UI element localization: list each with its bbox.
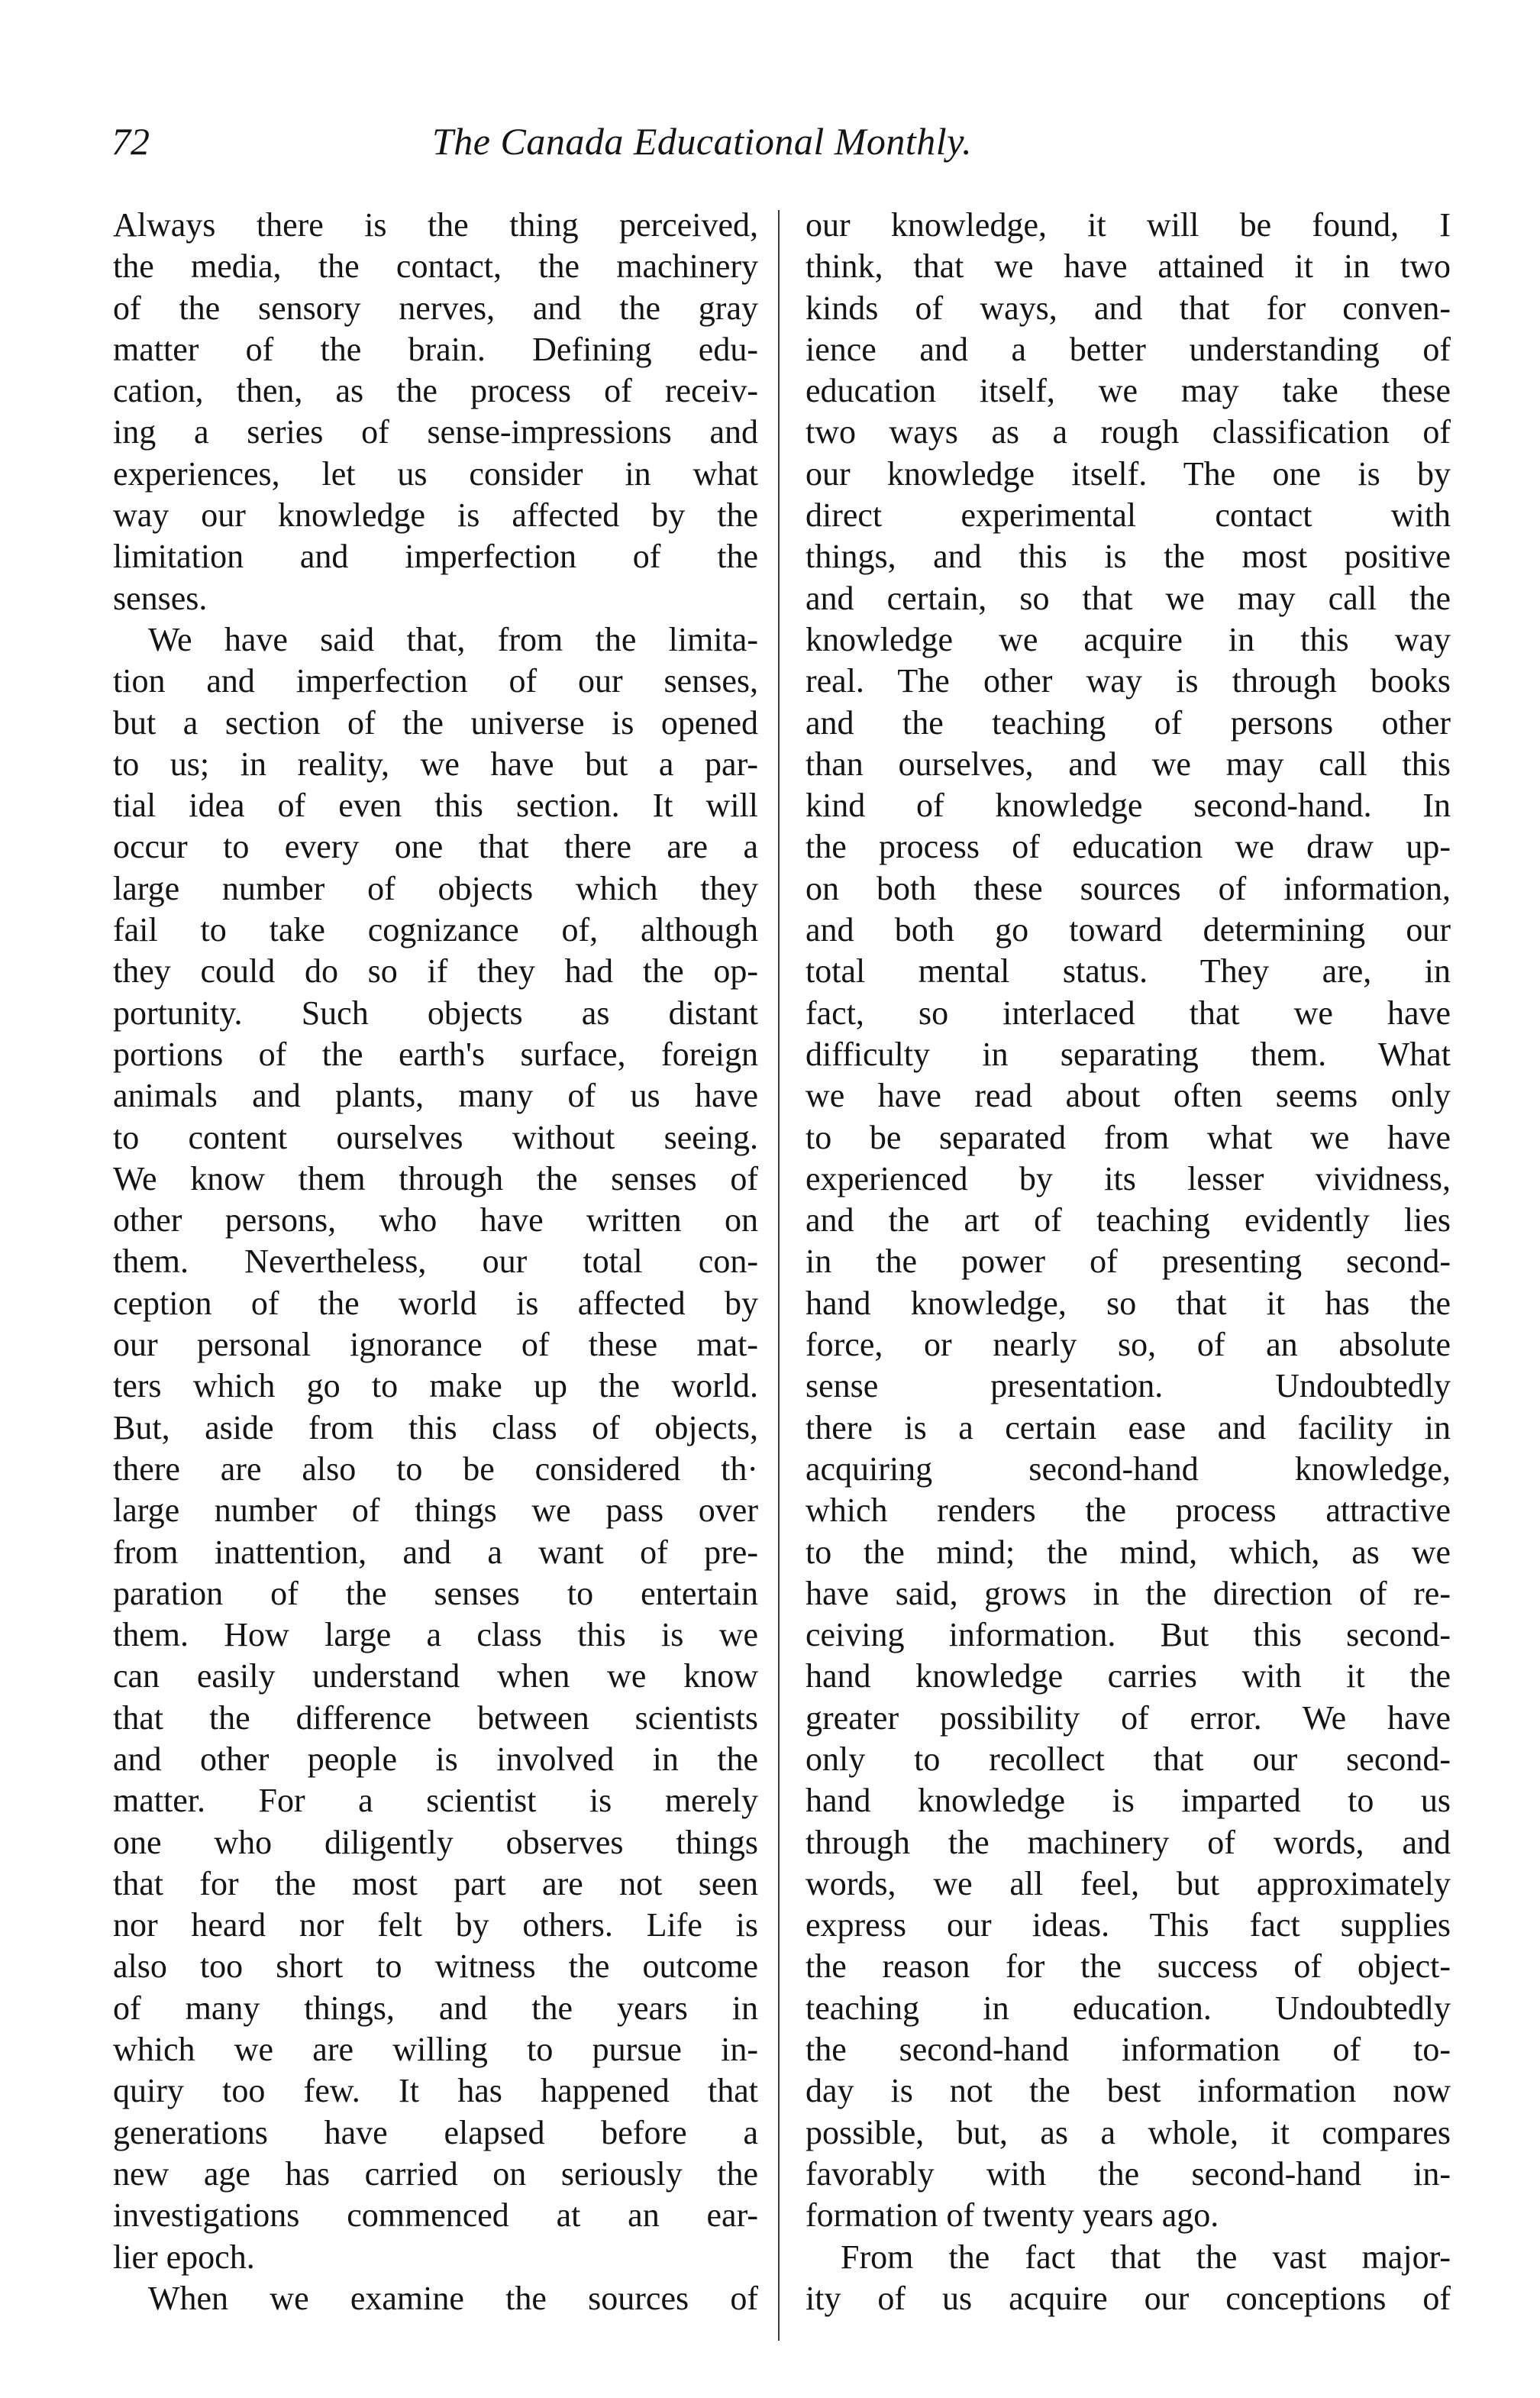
text-line: the second-hand information of to- <box>806 2031 1451 2069</box>
text-line: other persons, who have written on <box>113 1201 758 1239</box>
text-line: than ourselves, and we may call this <box>806 745 1451 783</box>
text-line: there is a certain ease and facility in <box>806 1408 1451 1446</box>
text-line: formation of twenty years ago. <box>806 2196 1219 2235</box>
text-line: fact, so interlaced that we have <box>806 994 1451 1032</box>
text-line: think, that we have attained it in two <box>806 247 1451 286</box>
text-line: nor heard nor felt by others. Life is <box>113 1906 758 1944</box>
text-line: the process of education we draw up- <box>806 828 1451 866</box>
text-line: paration of the senses to entertain <box>113 1574 758 1612</box>
text-line: knowledge we acquire in this way <box>806 620 1451 658</box>
text-line: express our ideas. This fact supplies <box>806 1906 1451 1944</box>
text-line: two ways as a rough classification of <box>806 413 1451 451</box>
text-line: generations have elapsed before a <box>113 2113 758 2151</box>
text-line: When we examine the sources of <box>148 2279 758 2317</box>
text-line: we have read about often seems only <box>806 1077 1451 1115</box>
text-line: We know them through the senses of <box>113 1159 758 1197</box>
text-line: experienced by its lesser vividness, <box>806 1159 1451 1197</box>
text-line: teaching in education. Undoubtedly <box>806 1989 1451 2027</box>
text-line: day is not the best information now <box>806 2072 1451 2110</box>
text-line: portunity. Such objects as distant <box>113 994 758 1032</box>
text-line: of many things, and the years in <box>113 1989 758 2027</box>
text-line: real. The other way is through books <box>806 662 1451 700</box>
text-line: experiences, let us consider in what <box>113 454 758 493</box>
text-line: kinds of ways, and that for conven- <box>806 289 1451 327</box>
text-line: total mental status. They are, in <box>806 952 1451 991</box>
text-line: portions of the earth's surface, foreign <box>113 1035 758 1073</box>
text-line: new age has carried on seriously the <box>113 2154 758 2193</box>
text-line: ity of us acquire our conceptions of <box>806 2279 1451 2317</box>
text-line: one who diligently observes things <box>113 1823 758 1861</box>
text-line: large number of objects which they <box>113 869 758 907</box>
text-line: ing a series of sense-impressions and <box>113 413 758 451</box>
left-column <box>113 205 758 2319</box>
text-line: tial idea of even this section. It will <box>113 787 758 825</box>
text-line: ters which go to make up the world. <box>113 1367 758 1405</box>
text-line: ience and a better understanding of <box>806 330 1451 368</box>
text-line: our knowledge itself. The one is by <box>806 454 1451 493</box>
page-header <box>0 115 1540 168</box>
text-line: animals and plants, many of us have <box>113 1077 758 1115</box>
text-line: there are also to be considered th· <box>113 1449 758 1488</box>
text-line: senses. <box>113 579 208 617</box>
text-line: education itself, we may take these <box>806 372 1451 410</box>
text-line: acquiring second-hand knowledge, <box>806 1449 1451 1488</box>
text-line: direct experimental contact with <box>806 496 1451 535</box>
text-line: lier epoch. <box>113 2238 255 2276</box>
text-line: in the power of presenting second- <box>806 1243 1451 1281</box>
text-line: our personal ignorance of these mat- <box>113 1326 758 1364</box>
text-line: on both these sources of information, <box>806 869 1451 907</box>
text-line: Always there is the thing perceived, <box>113 206 758 244</box>
text-line: investigations commenced at an ear- <box>113 2196 758 2235</box>
text-line: But, aside from this class of objects, <box>113 1408 758 1446</box>
text-line: tion and imperfection of our senses, <box>113 662 758 700</box>
text-line: greater possibility of error. We have <box>806 1698 1451 1737</box>
text-line: hand knowledge, so that it has the <box>806 1284 1451 1322</box>
text-line: from inattention, and a want of pre- <box>113 1533 758 1571</box>
text-line: through the machinery of words, and <box>806 1823 1451 1861</box>
text-line: occur to every one that there are a <box>113 828 758 866</box>
text-line: fail to take cognizance of, although <box>113 911 758 949</box>
text-line: them. How large a class this is we <box>113 1616 758 1654</box>
text-line: large number of things we pass over <box>113 1491 758 1530</box>
text-line: which we are willing to pursue in- <box>113 2031 758 2069</box>
text-line: hand knowledge carries with it the <box>806 1657 1451 1695</box>
text-line: to us; in reality, we have but a par- <box>113 745 758 783</box>
text-line: way our knowledge is affected by the <box>113 496 758 535</box>
text-line: ceiving information. But this second- <box>806 1616 1451 1654</box>
text-line: also too short to witness the outcome <box>113 1947 758 1986</box>
text-line: to the mind; the mind, which, as we <box>806 1533 1451 1571</box>
text-line: and the teaching of persons other <box>806 703 1451 742</box>
text-line: and other people is involved in the <box>113 1740 758 1778</box>
page-number: 72 <box>111 120 150 163</box>
text-line: words, we all feel, but approximately <box>806 1864 1451 1902</box>
text-line: have said, grows in the direction of re- <box>806 1574 1451 1612</box>
text-line: and both go toward determining our <box>806 911 1451 949</box>
text-line: possible, but, as a whole, it compares <box>806 2113 1451 2151</box>
text-line: and certain, so that we may call the <box>806 579 1451 617</box>
text-line: the media, the contact, the machinery <box>113 247 758 286</box>
text-line: the reason for the success of object- <box>806 1947 1451 1986</box>
text-line: kind of knowledge second-hand. In <box>806 787 1451 825</box>
text-line: only to recollect that our second- <box>806 1740 1451 1778</box>
text-line: matter. For a scientist is merely <box>113 1782 758 1820</box>
text-line: sense presentation. Undoubtedly <box>806 1367 1451 1405</box>
text-line: to be separated from what we have <box>806 1118 1451 1156</box>
text-line: can easily understand when we know <box>113 1657 758 1695</box>
text-line: ception of the world is affected by <box>113 1284 758 1322</box>
text-line: of the sensory nerves, and the gray <box>113 289 758 327</box>
text-line: From the fact that the vast major- <box>841 2238 1451 2276</box>
text-line: matter of the brain. Defining edu- <box>113 330 758 368</box>
text-line: that the difference between scientists <box>113 1698 758 1737</box>
text-line: and the art of teaching evidently lies <box>806 1201 1451 1239</box>
text-line: We have said that, from the limita- <box>148 620 758 658</box>
text-line: them. Nevertheless, our total con- <box>113 1243 758 1281</box>
text-line: quiry too few. It has happened that <box>113 2072 758 2110</box>
text-line: to content ourselves without seeing. <box>113 1118 758 1156</box>
text-line: force, or nearly so, of an absolute <box>806 1326 1451 1364</box>
text-line: hand knowledge is imparted to us <box>806 1782 1451 1820</box>
text-line: that for the most part are not seen <box>113 1864 758 1902</box>
right-column <box>806 205 1451 2319</box>
text-line: limitation and imperfection of the <box>113 538 758 576</box>
text-line: which renders the process attractive <box>806 1491 1451 1530</box>
text-line: things, and this is the most positive <box>806 538 1451 576</box>
text-line: difficulty in separating them. What <box>806 1035 1451 1073</box>
running-title: The Canada Educational Monthly. <box>432 120 973 163</box>
text-line: they could do so if they had the op- <box>113 952 758 991</box>
text-line: our knowledge, it will be found, I <box>806 206 1451 244</box>
text-line: cation, then, as the process of receiv- <box>113 372 758 410</box>
text-line: favorably with the second-hand in- <box>806 2154 1451 2193</box>
column-divider <box>778 210 780 2341</box>
text-line: but a section of the universe is opened <box>113 703 758 742</box>
